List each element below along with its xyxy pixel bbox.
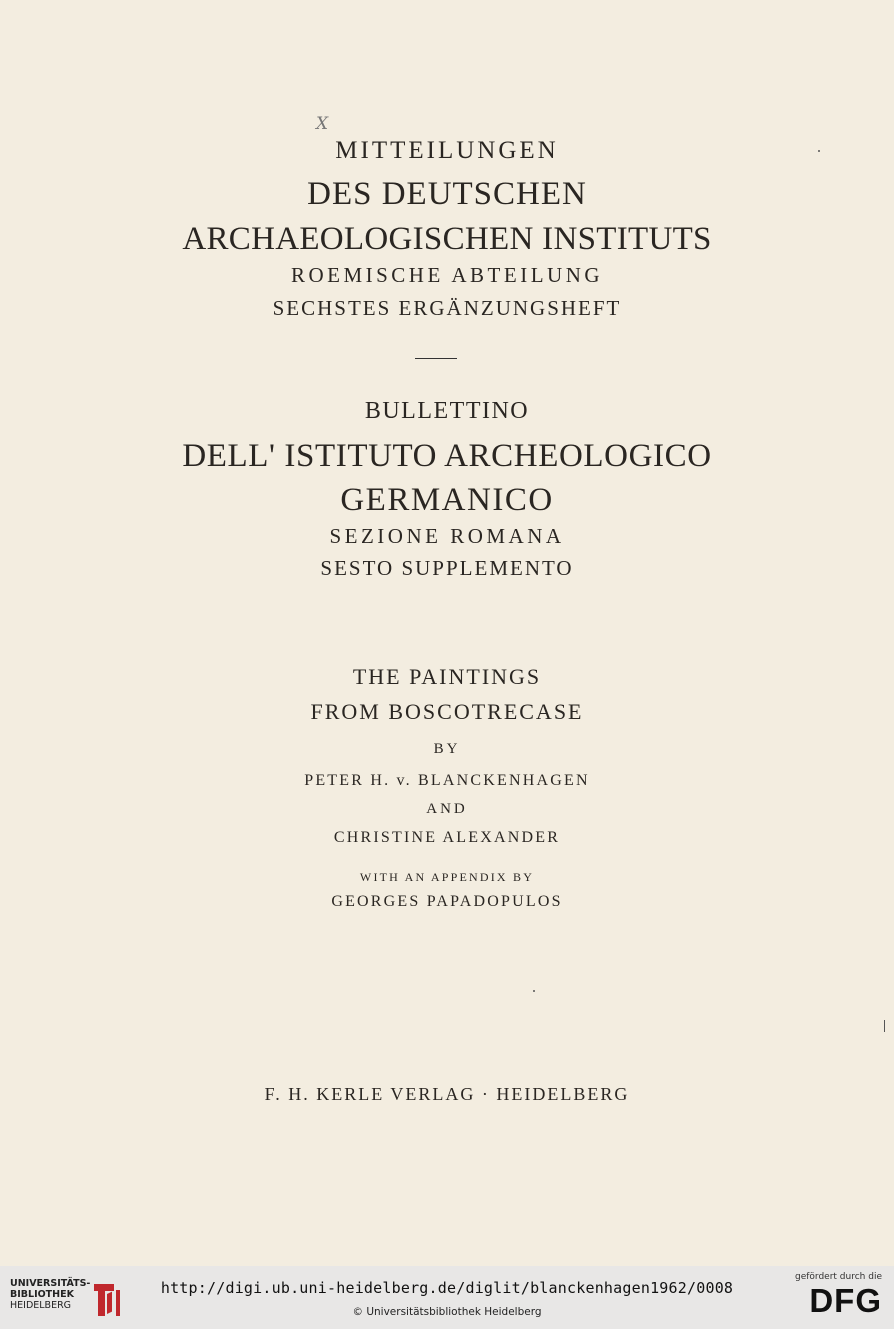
funding-caption: gefördert durch die <box>795 1272 882 1282</box>
scan-speck <box>818 150 820 152</box>
digitization-footer <box>0 1266 894 1329</box>
scan-speck <box>533 990 535 992</box>
permalink-url[interactable]: http://digi.ub.uni-heidelberg.de/diglit/blanckenhagen1962/0008 <box>160 1279 734 1297</box>
series-title-de-line2: DES DEUTSCHEN <box>307 176 587 212</box>
library-name-line2: BIBLIOTHEK <box>10 1289 74 1300</box>
copyright-notice: © Universitätsbibliothek Heidelberg <box>352 1306 542 1318</box>
and-label: AND <box>426 801 468 817</box>
library-name-line1: UNIVERSITÄTS- <box>10 1278 91 1289</box>
separator-rule <box>415 358 457 359</box>
dfg-logo-text: DFG <box>809 1282 882 1319</box>
series-title-de-line3: ARCHAEOLOGISCHEN INSTITUTS <box>182 221 712 257</box>
series-subtitle-it-line5: SESTO SUPPLEMENTO <box>320 556 574 580</box>
book-title-line2: FROM BOSCOTRECASE <box>310 699 584 724</box>
appendix-author: GEORGES PAPADOPULOS <box>331 893 563 910</box>
series-title-it-line2: DELL' ISTITUTO ARCHEOLOGICO <box>182 438 712 474</box>
scan-speck <box>884 1020 885 1032</box>
publisher-line: F. H. KERLE VERLAG · HEIDELBERG <box>264 1084 630 1104</box>
author-1: PETER H. v. BLANCKENHAGEN <box>304 772 590 789</box>
series-title-de-line1: MITTEILUNGEN <box>335 137 559 164</box>
series-subtitle-de-line5: SECHSTES ERGÄNZUNGSHEFT <box>272 296 622 320</box>
by-label: BY <box>433 741 461 757</box>
series-subtitle-it-line4: SEZIONE ROMANA <box>329 524 565 548</box>
library-name-line3: HEIDELBERG <box>10 1300 72 1311</box>
appendix-label: WITH AN APPENDIX BY <box>359 870 535 884</box>
pencil-mark: X <box>316 114 329 134</box>
series-subtitle-de-line4: ROEMISCHE ABTEILUNG <box>290 263 604 287</box>
dfg-funding-logo[interactable] <box>792 1272 882 1324</box>
series-title-it-line1: BULLETTINO <box>364 398 530 424</box>
book-title-line1: THE PAINTINGS <box>352 664 542 689</box>
series-title-it-line3: GERMANICO <box>340 482 554 518</box>
author-2: CHRISTINE ALEXANDER <box>333 829 561 846</box>
